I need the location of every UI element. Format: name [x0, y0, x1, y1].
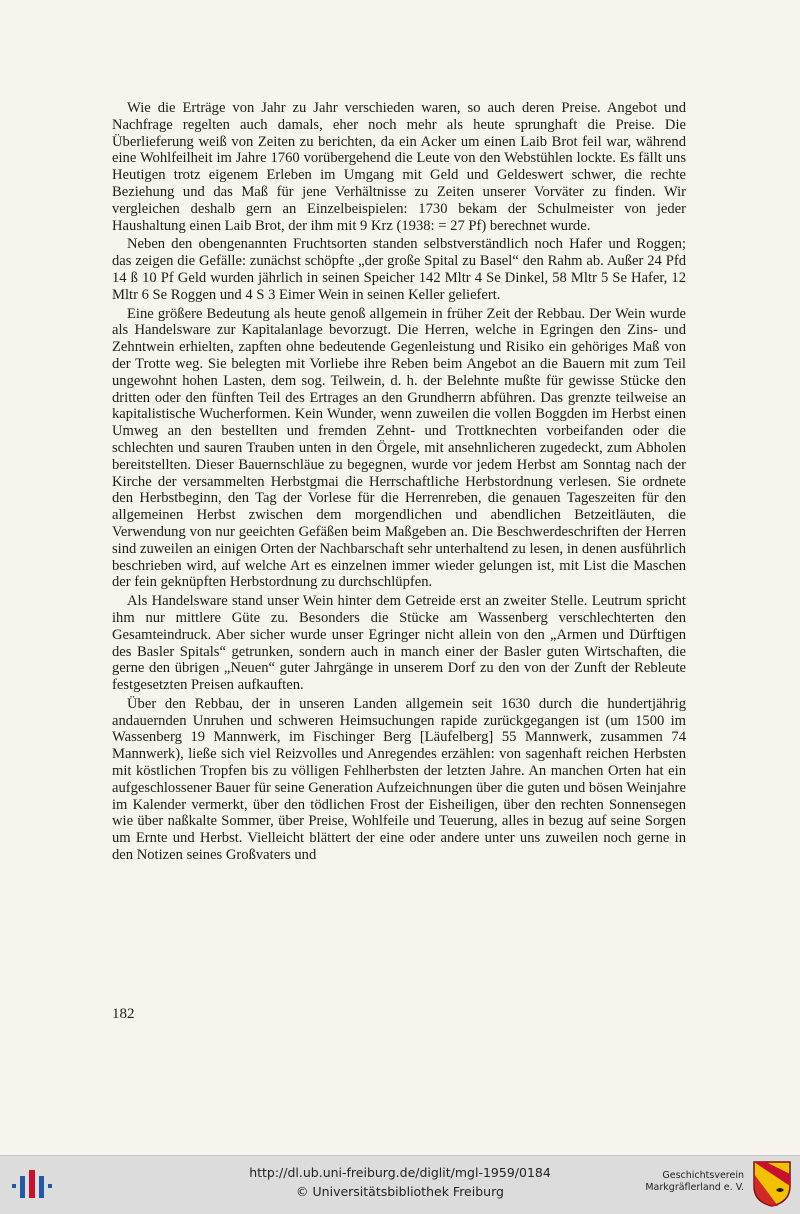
body-text: [112, 100, 686, 866]
paragraph-5: Über den Rebbau, der in unseren Landen allgemein seit 1630 durch die hundertjährig andauernden Unruhen und schweren Heimsuchungen rapide zurückgegangen ist (um 1500 im Wassenberg 19 Mannwerk, im Fischinger Berg [Läufelberg] 55 Mannwerk, zusammen 74 Mannwerk), ließe sich viel Reizvolles und Anregendes erzählen: von sagenhaft reichen Herbsten mit köstlichen Tropfen bis zu völligen Fehlherbsten der letzten Jahre. An manchen Orten hat ein aufgeschlossener Bauer für seine Generation Aufzeichnungen über die guten und bösen Weinjahre im Kalender vermerkt, über den tödlichen Frost der Eisheiligen, über den rechten Sonnensegen wie über naßkalte Sommer, über Preise, Wohlfeile und Teuerung, alles in bezug auf seine Sorgen um Ernte und Herbst. Vielleicht blättert der eine oder andere unter uns zuweilen noch gerne in den Notizen seines Großvaters und: [112, 695, 686, 864]
copyright-text: © Universitätsbibliothek Freiburg: [296, 1184, 504, 1199]
paragraph-4: Als Handelsware stand unser Wein hinter dem Getreide erst an zweiter Stelle. Leutrum spricht ihm nur mittlere Güte zu. Besonders die Stücke am Wassenberg verschlechterten den Gesamteindruck. Aber sicher wurde unser Egringer nicht allein von den „Armen und Dürftigen des Basler Spitals“ getrunken, sondern auch in manch einer der Basler guten Wirtschaften, die gerne den übrigen „Neuen“ guter Jahrgänge in unserem Dorf zu den von der Zunft der Rebleute festgesetzten Preisen aufkauften.: [112, 593, 686, 694]
paragraph-1: Wie die Erträge von Jahr zu Jahr verschieden waren, so auch deren Preise. Angebot und Nachfrage regelten auch damals, eher noch mehr als heute sprunghaft die Preise. Die Überlieferung weiß von Zeiten zu berichten, da ein Acker um einen Laib Brot feil war, während eine Wohlfeilheit im Jahre 1760 vorübergehend die Leute von den Webstühlen lockte. Es fällt uns Heutigen trotz eigenem Erleben im Umgang mit Geld und Geldeswert schwer, die rechte Beziehung und das Maß für jene Verhältnisse zu Zeiten unserer Vorväter zu finden. Wir vergleichen deshalb gern an Einzelbeispielen: 1730 bekam der Schulmeister von jeder Haushaltung einen Laib Brot, der ihm mit 9 Krz (1938: = 27 Pf) berechnet wurde.: [112, 100, 686, 234]
page-number: 182: [112, 1006, 135, 1022]
coat-of-arms-icon: [752, 1160, 792, 1208]
viewer-footer: [0, 1155, 800, 1214]
paragraph-2: Neben den obengenannten Fruchtsorten standen selbstverständlich noch Hafer und Roggen; das zeigen die Gefälle: zunächst schöpfte „der große Spital zu Basel“ den Rahm ab. Außer 24 Pfd 14 ß 10 Pf Geld wurden jährlich in seinen Speicher 142 Mltr 4 Se Dinkel, 58 Mltr 5 Se Hafer, 12 Mltr 6 Se Roggen und 4 S 3 Eimer Wein in seinen Keller geliefert.: [112, 236, 686, 303]
society-name: [645, 1170, 744, 1194]
source-url-link[interactable]: http://dl.ub.uni-freiburg.de/diglit/mgl-1959/0184: [249, 1165, 551, 1180]
paragraph-3: Eine größere Bedeutung als heute genoß allgemein in früher Zeit der Rebbau. Der Wein wurde als Handelsware zur Kapitalanlage bevorzugt. Die Herren, welche in Egringen den Zins- und Zehntwein erhielten, zapften ohne bedeutende Gegenleistung und Risiko ein gehöriges Maß von der Trotte weg. Sie belegten mit Vorliebe ihre Reben beim Angebot an die Bauern mit zum Teil ungewohnt hohen Lasten, dem sog. Teilwein, d. h. der Belehnte mußte für gewisse Stücke den dritten oder den fünften Teil des Ertrages an den Grundherrn abführen. Das grenzte teilweise an kapitalistische Wucherformen. Kein Wunder, wenn zuweilen die vollen Boggden im Herbst einen Umweg an den bestellten und fremden Zehnt- und Trottknechten vorbeifanden oder die schlechten und sauren Trauben unten in den Örgele, mit ansehnlicheren zugedeckt, zum Abholen bereitstellten. Dieser Bauernschläue zu begegnen, wurde vor jedem Herbst am Sonntag nach der Kirche der versammelten Herbstgmai die Herrschaftliche Herbstordnung verlesen. Sie ordnete den Herbstbeginn, den Tag der Vorlese für die Herrenreben, die genauen Tageszeiten für den allgemeinen Herbst zwischen dem morgendlichen und abendlichen Betzeitläuten, die Verwendung von nur geeichten Gefäßen beim Maßgeben an. Die Beschwerdeschriften der Herren sind zuweilen an einigen Orten der Nachbarschaft sehr unterhaltend zu lesen, in denen ausführlich beschrieben wird, auf welche Art es einzelnen immer wieder gelungen ist, mit List die Maschen der fein geknüpften Herbstordnung zu durchschlüpfen.: [112, 305, 686, 591]
society-line-1: Geschichtsverein: [662, 1170, 744, 1181]
society-line-2: Markgräflerland e. V.: [645, 1182, 744, 1193]
